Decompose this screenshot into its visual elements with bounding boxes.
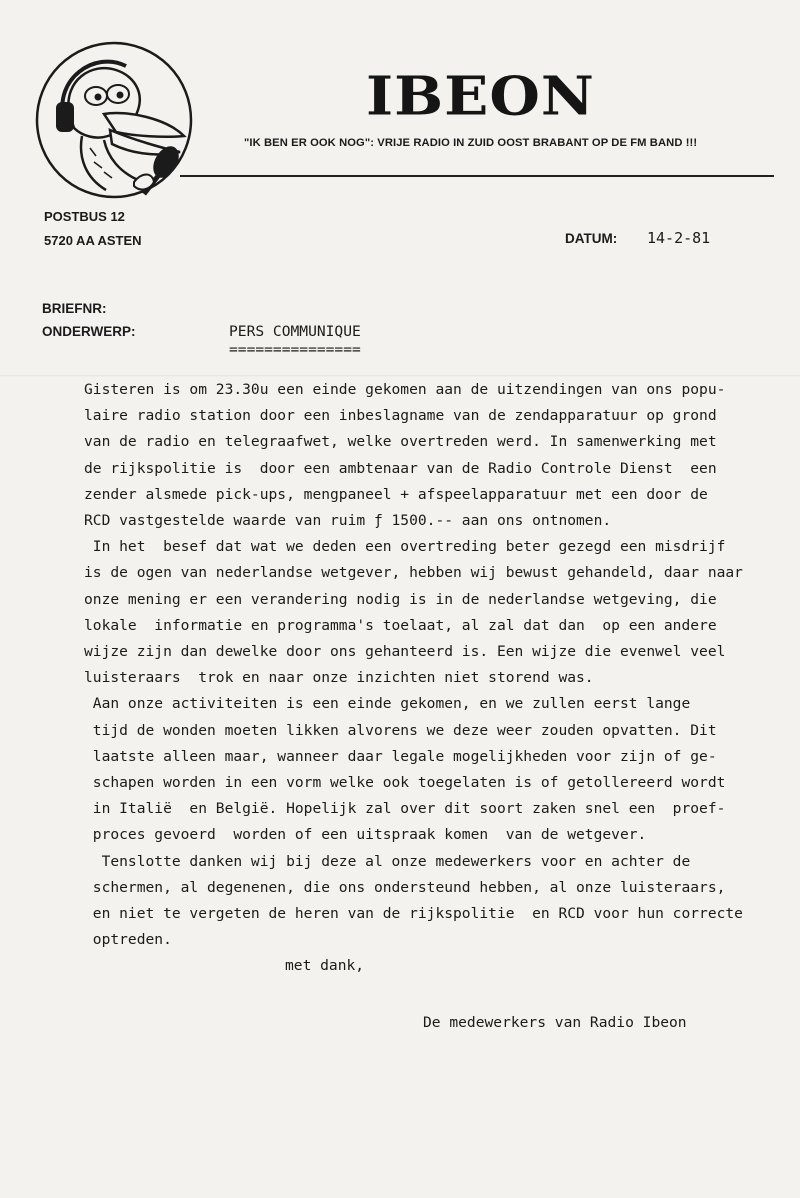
body-line: Gisteren is om 23.30u een einde gekomen aan de uitzendingen van ons popu- xyxy=(84,381,726,398)
body-line: optreden. xyxy=(84,931,172,949)
body-line: RCD vastgestelde waarde van ruim ƒ 1500.-- aan ons ontnomen. xyxy=(84,512,612,529)
body-line: In het besef dat wat we deden een overtreding beter gezegd een misdrijf xyxy=(84,538,726,556)
briefnr-label: BRIEFNR: xyxy=(42,301,107,316)
bird-logo-icon xyxy=(34,40,194,200)
body-line: proces gevoerd worden of een uitspraak komen van de wetgever. xyxy=(84,826,647,844)
body-line: is de ogen van nederlandse wetgever, hebben wij bewust gehandeld, daar naar xyxy=(84,564,743,582)
closing-thanks: met dank, xyxy=(285,957,365,974)
body-line: laatste alleen maar, wanneer daar legale mogelijkheden voor zijn of ge- xyxy=(84,747,717,765)
body-line: luisteraars trok en naar onze inzichten niet storend was. xyxy=(84,669,594,687)
paper-fold xyxy=(0,375,800,377)
date-value: 14-2-81 xyxy=(647,229,711,247)
header-divider xyxy=(180,175,774,177)
tagline: "IK BEN ER OOK NOG": VRIJE RADIO IN ZUID OOST BRABANT OP DE FM BAND !!! xyxy=(244,137,698,149)
signature: De medewerkers van Radio Ibeon xyxy=(423,1014,687,1031)
body-line: in Italië en België. Hopelijk zal over dit soort zaken snel een proef- xyxy=(84,800,726,818)
body-line: tijd de wonden moeten likken alvorens we deze weer zouden opvatten. Dit xyxy=(84,721,717,739)
body-line: Tenslotte danken wij bij deze al onze medewerkers voor en achter de xyxy=(84,852,691,870)
body-line: wijze zijn dan dewelke door ons gehanteerd is. Een wijze die evenwel veel xyxy=(84,643,726,660)
address-line-2: 5720 AA ASTEN xyxy=(44,233,142,248)
subject-underline: =============== xyxy=(229,341,361,358)
body-line: en niet te vergeten de heren van de rijkspolitie en RCD voor hun correcte xyxy=(84,905,743,922)
body-line: laire radio station door een inbeslagname van de zendapparatuur op grond xyxy=(84,407,717,425)
subject: PERS COMMUNIQUE xyxy=(229,323,361,340)
body-line: zender alsmede pick-ups, mengpaneel + afspeelapparatuur met een door de xyxy=(84,485,708,503)
body-line: onze mening er een verandering nodig is in de nederlandse wetgeving, die xyxy=(84,590,717,608)
onderwerp-label: ONDERWERP: xyxy=(42,324,136,339)
date-label: DATUM: xyxy=(565,231,618,246)
body-line: lokale informatie en programma's toelaat, al zal dat dan op een andere xyxy=(84,616,717,634)
body-line: schapen worden in een vorm welke ook toegelaten is of getollereerd wordt xyxy=(84,774,726,791)
brand-title: IBEON xyxy=(366,64,595,128)
body-line: de rijkspolitie is door een ambtenaar van de Radio Controle Dienst een xyxy=(84,459,717,477)
address-line-1: POSTBUS 12 xyxy=(44,209,125,224)
body-line: schermen, al degenenen, die ons ondersteund hebben, al onze luisteraars, xyxy=(84,878,726,896)
body-line: van de radio en telegraafwet, welke overtreden werd. In samenwerking met xyxy=(84,433,717,451)
body-line: Aan onze activiteiten is een einde gekomen, en we zullen eerst lange xyxy=(84,695,691,713)
